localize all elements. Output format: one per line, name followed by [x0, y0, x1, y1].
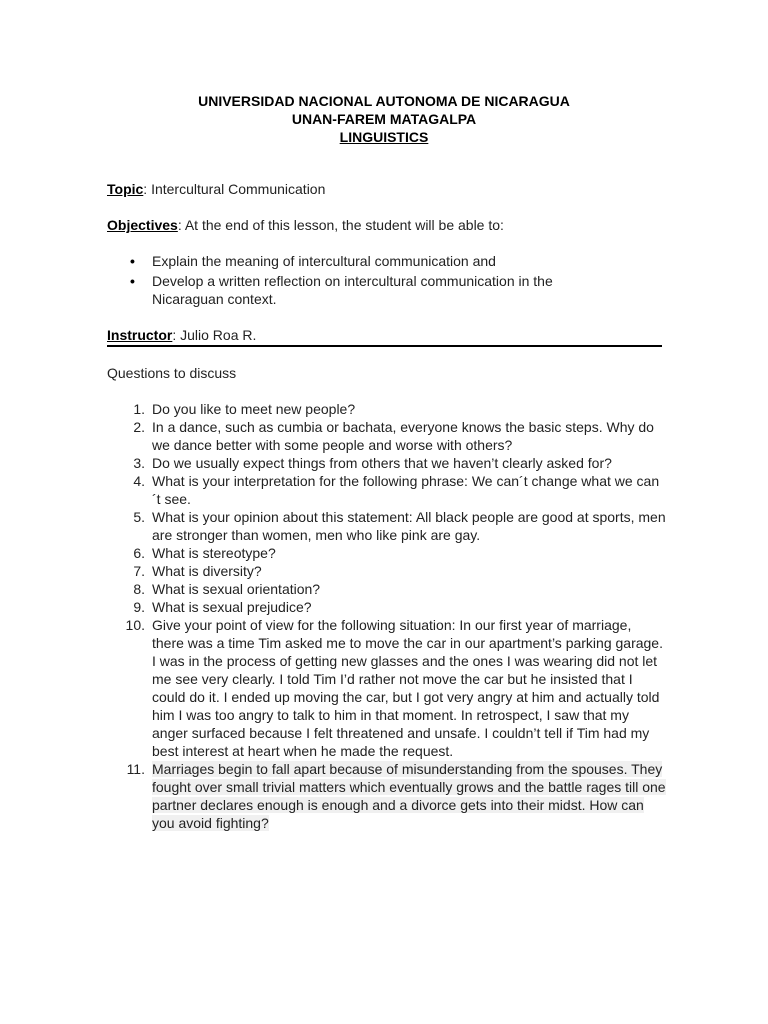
instructor-value: : Julio Roa R. — [172, 327, 257, 343]
divider-rule — [107, 345, 662, 347]
topic-label: Topic — [107, 181, 144, 197]
question-item: 5. What is your opinion about this statement: All black people are good at sports, men are stronger than women, men who like pink are gay. — [133, 509, 666, 543]
topic-line — [107, 180, 325, 198]
topic-value: : Intercultural Communication — [143, 181, 326, 197]
question-item: 11. Marriages begin to fall apart because of misunderstanding from the spouses. They fought over small trivial matters which eventually grows and the battle rages till one partner declares enough is enough and a divorce gets into their midst. How can you avoid fighting? — [126, 761, 666, 831]
university-title: UNIVERSIDAD NACIONAL AUTONOMA DE NICARAGUA — [198, 93, 570, 109]
campus-title: UNAN-FAREM MATAGALPA — [291, 111, 477, 127]
subject-title: LINGUISTICS — [339, 129, 429, 145]
objectives-line — [107, 216, 504, 234]
question-item: 6. What is stereotype? — [133, 545, 276, 561]
objective-item: • Develop a written reflection on intercultural communication in the Nicaraguan context. — [130, 273, 553, 307]
objectives-label: Objectives — [107, 217, 178, 233]
question-item: 9. What is sexual prejudice? — [133, 599, 312, 615]
question-item: 2. In a dance, such as cumbia or bachata, everyone knows the basic steps. Why do we dance better with some people and worse with others? — [133, 419, 654, 453]
questions-list — [107, 400, 667, 832]
bullet-icon: • — [130, 253, 135, 269]
bullet-icon: • — [130, 273, 135, 289]
objectives-value: : At the end of this lesson, the student will be able to: — [177, 217, 504, 233]
question-item: 1. Do you like to meet new people? — [133, 401, 356, 417]
objective-item: • Explain the meaning of intercultural communication and — [130, 253, 496, 269]
question-item: 10. Give your point of view for the following situation: In our first year of marriage, there was a time Tim asked me to move the car in our apartment’s parking garage. I was in the process of getting new glasses and the ones I was wearing did not let me see very clearly. I told Tim I’d rather not move the car but he insisted that I could do it. I ended up moving the car, but I got very angry at him and actually told him I was too angry to talk to him in that moment. In retrospect, I saw that my anger surfaced because I felt threatened and unsafe. I couldn’t tell if Tim had my best interest at heart when he made the request. — [125, 617, 663, 759]
instructor-label: Instructor — [107, 327, 173, 343]
question-item: 3. Do we usually expect things from others that we haven’t clearly asked for? — [133, 455, 612, 471]
question-item: 4. What is your interpretation for the following phrase: We can´t change what we can´t see. — [133, 473, 660, 507]
question-item: 7. What is diversity? — [133, 563, 262, 579]
questions-heading: Questions to discuss — [107, 365, 237, 381]
instructor-line — [107, 326, 256, 344]
question-item: 8. What is sexual orientation? — [133, 581, 321, 597]
objectives-list — [107, 252, 627, 310]
